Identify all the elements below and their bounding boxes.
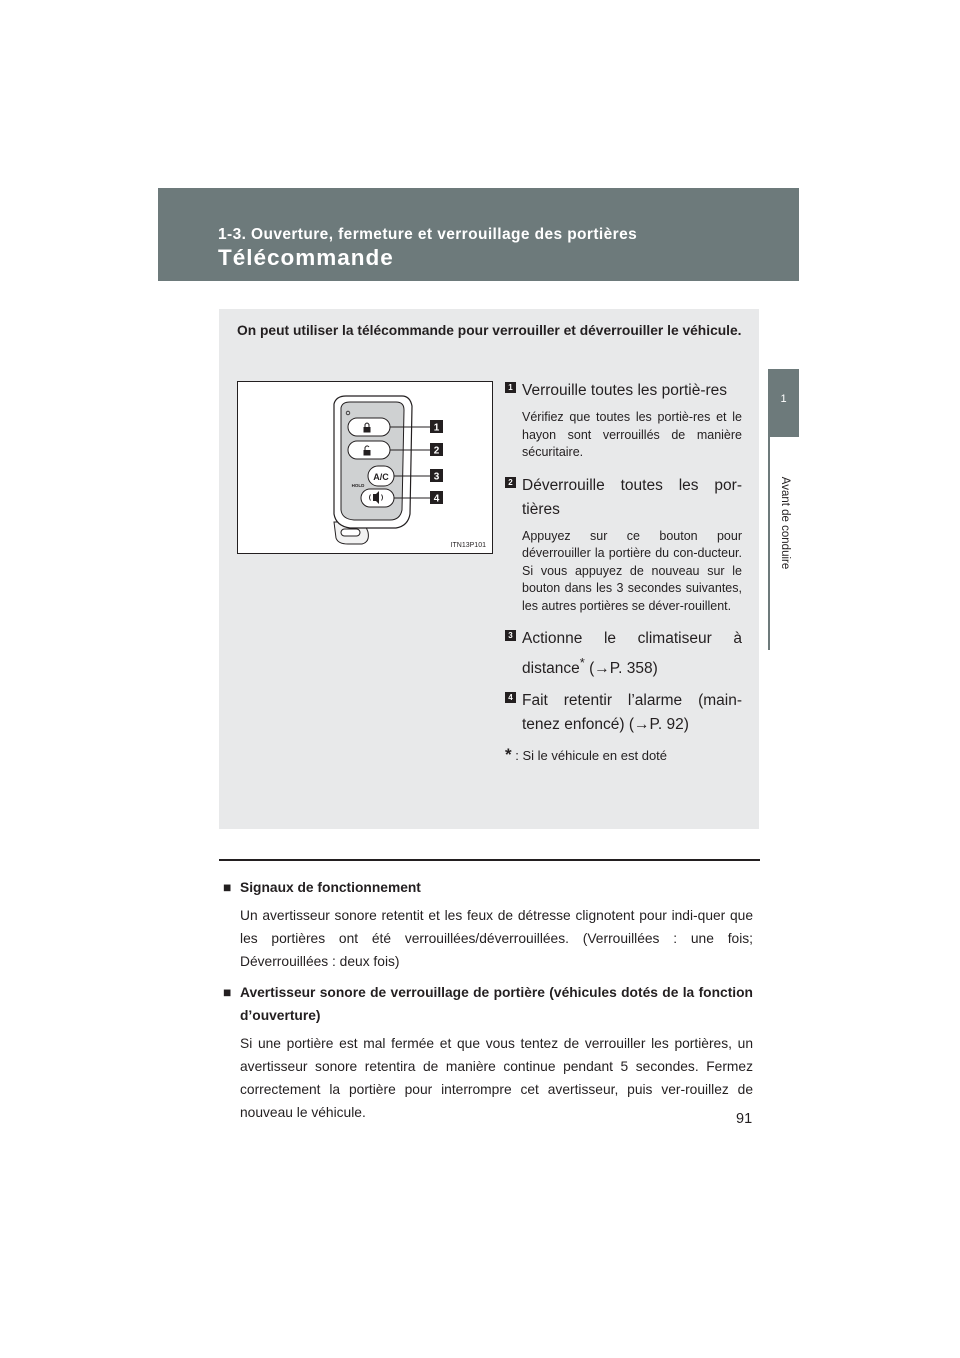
- step-heading: Déverrouille toutes les por-tières: [522, 476, 742, 518]
- step-marker: 4: [505, 692, 516, 703]
- body-paragraph: Si une portière est mal fermée et que vous tentez de verrouiller les portières, un avertisseur sonore retentira de manière continue pendant 5 secondes. Fermez correctement la portière pour interrompre cet avertisseur, puis ver-rouillez de nouveau le véhicule.: [240, 1036, 753, 1120]
- step-marker: 3: [505, 630, 516, 641]
- step-list: [505, 379, 742, 765]
- step-1: [505, 379, 742, 462]
- footnote: [505, 745, 742, 765]
- callout-3: [430, 469, 443, 483]
- svg-text:2: 2: [433, 445, 440, 457]
- step-heading: Fait retentir l’alarme (main-tenez enfoncé) (→P. 92): [522, 692, 742, 734]
- section-divider: [219, 859, 760, 861]
- remote-key-fob-drawing: [238, 382, 492, 553]
- remote-illustration: [237, 381, 493, 554]
- panel-intro: On peut utiliser la télécommande pour verrouiller et déverrouiller le véhicule.: [237, 323, 742, 338]
- figure-caption: ITN13P101: [450, 542, 486, 549]
- body-heading-text: Signaux de fonctionnement: [240, 880, 421, 895]
- step-heading: Verrouille toutes les portiè-res: [522, 382, 728, 399]
- chapter-header: [158, 188, 799, 281]
- body-heading: [223, 876, 753, 899]
- body-heading-text: Avertisseur sonore de verrouillage de portière (véhicules dotés de la fonction d’ouverture): [240, 985, 753, 1023]
- callout-2: [430, 443, 443, 457]
- page-number: 91: [736, 1111, 753, 1127]
- body-text: [223, 876, 753, 1132]
- footnote-text: : Si le véhicule en est doté: [515, 748, 668, 764]
- step-marker: 1: [505, 382, 516, 393]
- chapter-tab: [768, 369, 799, 437]
- footnote-star: *: [579, 655, 585, 670]
- svg-text:1: 1: [433, 422, 440, 434]
- square-bullet-icon: ■: [223, 880, 232, 895]
- chapter-number: 1: [780, 393, 787, 405]
- footnote-star: *: [505, 745, 512, 765]
- page-reference: (→P. 358): [584, 660, 658, 678]
- step-description: Appuyez sur ce bouton pour déverrouiller la portière du con-ducteur. Si vous appuyez de nouveau sur le bouton dans les 3 secondes suivantes, les autres portières se déver-rouillent.: [522, 528, 742, 613]
- chapter-label: Avant de conduire: [779, 476, 791, 570]
- chapter-side-label: [770, 453, 800, 593]
- ac-button-label: A/C: [373, 472, 389, 482]
- svg-text:3: 3: [433, 471, 440, 483]
- step-description: Vérifiez que toutes les portiè-res et le hayon sont verrouillés de manière sécuritaire.: [522, 410, 742, 459]
- page-title: Télécommande: [218, 245, 394, 270]
- step-2: [505, 474, 742, 616]
- step-3: [505, 627, 742, 681]
- square-bullet-icon: ■: [223, 985, 232, 1000]
- section-title: 1-3. Ouverture, fermeture et verrouillage des portières: [218, 226, 638, 243]
- body-paragraph: Un avertisseur sonore retentit et les feux de détresse clignotent pour indi-quer que les portières ont été verrouillées/déverrouillées. (Verrouillées : une fois; Déverrouillées : deux fois): [240, 908, 753, 969]
- info-panel: [219, 309, 759, 829]
- step-heading-text: Actionne le climatiseur à distance: [522, 630, 742, 678]
- step-marker: 2: [505, 477, 516, 488]
- callout-1: [430, 420, 443, 434]
- step-heading: [522, 627, 742, 681]
- svg-text:4: 4: [433, 493, 440, 505]
- body-heading: [223, 981, 753, 1027]
- callout-4: [430, 491, 443, 505]
- hold-label: HOLD: [351, 483, 365, 488]
- step-4: [505, 689, 742, 737]
